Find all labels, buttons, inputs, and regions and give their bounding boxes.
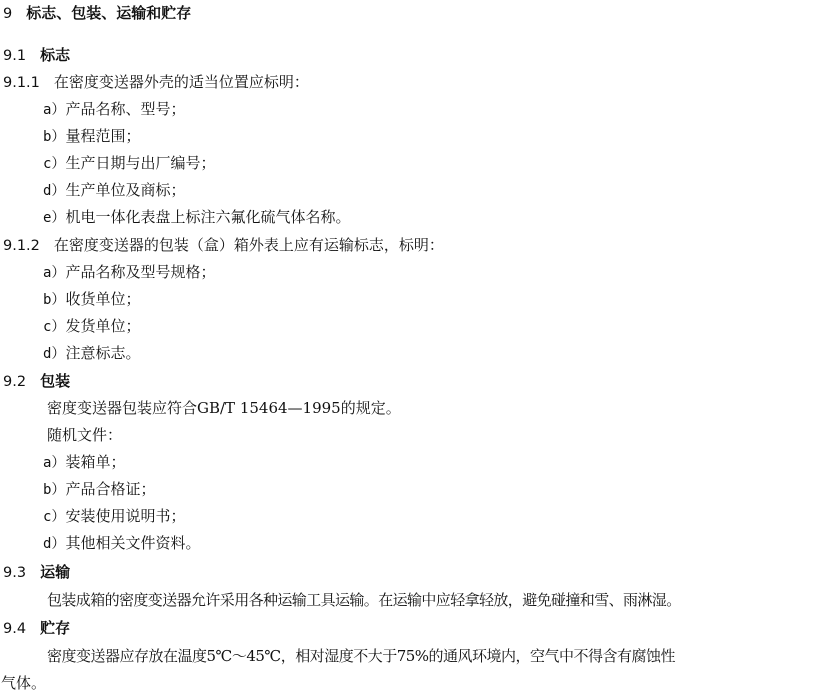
paragraph-text: 随机文件： [47,426,123,444]
list-item-text: 其他相关文件资料。 [65,534,201,552]
list-item-label: d） [43,536,66,552]
subsection-title: 贮存 [40,619,71,637]
list-item-text: 量程范围； [65,127,141,145]
paragraph-text: 气体。 [1,674,47,692]
paragraph [47,425,122,445]
list-item [43,180,185,201]
subsection-number: 9.2 [3,374,27,390]
list-item-text: 生产单位及商标； [65,181,186,199]
list-item-text: 产品名称及型号规格； [65,263,216,281]
paragraph-line [1,673,46,693]
list-item-text: 装箱单； [65,453,126,471]
list-item-text: 收货单位； [65,290,141,308]
paragraph-text: 密度变送器包装应符合GB/T 15464—1995的规定。 [47,399,401,417]
subsection-title: 标志 [40,46,71,64]
list-item-text: 机电一体化表盘上标注六氟化硫气体名称。 [65,208,351,226]
clause-9-1-2 [3,235,444,256]
list-item [43,452,125,473]
paragraph-text: 包装成箱的密度变送器允许采用各种运输工具运输。在运输中应轻拿轻放，避免碰撞和雪、雨淋湿。 [47,591,681,609]
subsection-title: 包装 [40,372,71,390]
list-item-label: c） [43,156,66,172]
subsection-heading-9-1 [3,45,70,66]
list-item [43,316,140,337]
subsection-heading-9-3 [3,562,70,583]
list-item [43,207,350,228]
list-item-text: 生产日期与出厂编号； [65,154,216,172]
subsection-heading-9-2 [3,371,70,392]
list-item-label: a） [43,455,66,471]
list-item-label: d） [43,183,66,199]
list-item-label: b） [43,129,66,145]
list-item [43,343,140,364]
clause-number: 9.1.1 [3,75,40,91]
list-item-label: d） [43,346,66,362]
list-item [43,506,185,527]
list-item-label: a） [43,265,66,281]
list-item-text: 产品合格证； [65,480,156,498]
section-heading [3,3,191,24]
section-number: 9 [3,6,13,22]
paragraph-line [47,646,675,666]
list-item [43,479,155,500]
list-item [43,262,215,283]
list-item-text: 产品名称、型号； [65,100,186,118]
list-item [43,99,185,120]
list-item-label: b） [43,482,66,498]
list-item [43,153,215,174]
paragraph [47,398,401,418]
list-item-text: 注意标志。 [65,344,141,362]
list-item-label: c） [43,319,66,335]
subsection-number: 9.4 [3,621,27,637]
list-item-label: e） [43,210,66,226]
list-item-text: 发货单位； [65,317,141,335]
clause-text: 在密度变送器的包装（盒）箱外表上应有运输标志，标明： [53,236,444,254]
list-item [43,533,200,554]
paragraph-text: 密度变送器应存放在温度5℃～45℃，相对湿度不大于75%的通风环境内，空气中不得含有腐蚀性 [47,647,676,665]
list-item-label: a） [43,102,66,118]
list-item [43,126,140,147]
subsection-number: 9.1 [3,48,27,64]
clause-9-1-1 [3,72,309,93]
clause-number: 9.1.2 [3,238,40,254]
list-item [43,289,140,310]
subsection-title: 运输 [40,563,71,581]
clause-text: 在密度变送器外壳的适当位置应标明： [53,73,309,91]
subsection-heading-9-4 [3,618,70,639]
list-item-label: b） [43,292,66,308]
section-title: 标志、包装、运输和贮存 [26,4,192,22]
list-item-label: c） [43,509,66,525]
list-item-text: 安装使用说明书； [65,507,186,525]
paragraph [47,590,681,610]
subsection-number: 9.3 [3,565,27,581]
